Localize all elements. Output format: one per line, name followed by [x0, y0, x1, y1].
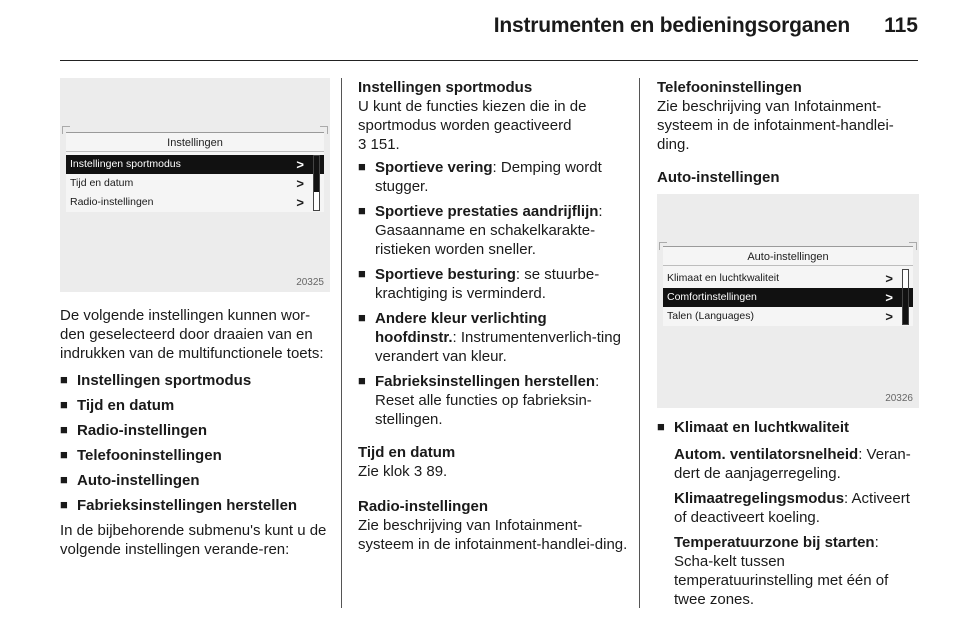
section-heading-sport: Instellingen sportmodus	[358, 79, 533, 96]
column-2	[358, 78, 628, 562]
page-title: Instrumenten en bedieningsorganen	[493, 14, 850, 37]
list-item: ■ Sportieve prestaties aandrijflijn: Gasaanname en schakelkarakte-ristieken worden sneller.	[358, 202, 628, 259]
scrollbar-thumb	[903, 288, 908, 324]
column-divider-1	[341, 78, 342, 608]
chevron-right-icon: >	[296, 176, 304, 191]
menu-item-label: Tijd en datum	[70, 177, 134, 189]
figure-settings-screen	[60, 78, 330, 292]
display-screen	[663, 246, 913, 326]
menu-item-languages	[663, 307, 913, 326]
column-divider-2	[639, 78, 640, 608]
menu-item-time-date	[66, 174, 324, 193]
screen-title: Auto-instellingen	[663, 247, 913, 266]
list-item: ■ Klimaat en luchtkwaliteit	[657, 418, 919, 437]
menu-item-label: Klimaat en luchtkwaliteit	[667, 272, 780, 284]
radio-description: Zie beschrijving van Infotainment-systeem in de infotainment-handlei-ding.	[358, 517, 628, 553]
chevron-right-icon: >	[885, 271, 893, 286]
menu-item-label: Instellingen sportmodus	[70, 158, 181, 170]
header-divider	[60, 60, 918, 61]
menu-item-sport-settings	[66, 155, 324, 174]
sport-description: U kunt de functies kiezen die in de sportmodus worden geactiveerd	[358, 98, 587, 134]
list-item: ■ Auto-instellingen	[60, 471, 332, 490]
list-item: ■ Fabrieksinstellingen herstellen	[60, 496, 332, 515]
menu-item-label: Comfortinstellingen	[667, 291, 757, 303]
menu-item-label: Radio-instellingen	[70, 196, 154, 208]
sub-item: Temperatuurzone bij starten: Scha-kelt tussen temperatuurinstelling met één of twee zones.	[674, 534, 889, 608]
screen-title: Instellingen	[66, 133, 324, 152]
display-screen	[66, 132, 324, 212]
figure-number: 20325	[296, 277, 324, 288]
chevron-right-icon: >	[296, 195, 304, 210]
section-heading-time: Tijd en datum	[358, 444, 456, 461]
section-heading-auto: Auto-instellingen	[657, 169, 780, 186]
chevron-right-icon: >	[296, 157, 304, 172]
list-item: ■ Tijd en datum	[60, 396, 332, 415]
list-item: ■ Fabrieksinstellingen herstellen: Reset alle functies op fabrieksin-stellingen.	[358, 372, 628, 429]
list-item: ■ Telefooninstellingen	[60, 446, 332, 465]
menu-item-radio-settings	[66, 193, 324, 212]
menu-item-label: Talen (Languages)	[667, 310, 754, 322]
intro-paragraph: De volgende instellingen kunnen wor-den geselecteerd door draaien van en indrukken van de multifunctionele toets:	[60, 307, 324, 362]
sub-item: Klimaatregelingsmodus: Activeert of deactiveert koeling.	[674, 490, 910, 526]
menu-item-climate	[663, 269, 913, 288]
sub-item: Autom. ventilatorsnelheid: Veran-dert de aanjagerregeling.	[674, 446, 911, 482]
column-3-continued	[657, 418, 919, 615]
list-item: ■ Andere kleur verlichting hoofdinstr.: Instrumentenverlich-ting verandert van kleur.	[358, 309, 628, 366]
scrollbar	[902, 269, 909, 325]
list-item: ■ Sportieve besturing: se stuurbe-krachtiging is verminderd.	[358, 265, 628, 303]
phone-description: Zie beschrijving van Infotainment-systeem in de infotainment-handlei-ding.	[657, 98, 894, 153]
scrollbar	[313, 155, 320, 211]
menu-item-comfort	[663, 288, 913, 307]
page-header	[0, 0, 960, 62]
figure-number: 20326	[885, 393, 913, 404]
column-3	[657, 78, 919, 187]
figure-auto-settings-screen	[657, 194, 919, 408]
page-reference: 3 151.	[358, 136, 400, 153]
scrollbar-thumb	[314, 156, 319, 192]
list-item: ■ Radio-instellingen	[60, 421, 332, 440]
section-heading-phone: Telefooninstellingen	[657, 79, 802, 96]
chevron-right-icon: >	[885, 309, 893, 324]
column-1	[60, 306, 332, 567]
list-item: ■ Sportieve vering: Demping wordt stugger.	[358, 158, 628, 196]
time-description: Zie klok 3 89.	[358, 463, 448, 480]
page-number: 115	[884, 14, 918, 37]
list-item: ■ Instellingen sportmodus	[60, 371, 332, 390]
section-heading-radio: Radio-instellingen	[358, 498, 489, 515]
chevron-right-icon: >	[885, 290, 893, 305]
outro-paragraph: In de bijbehorende submenu's kunt u de volgende instellingen verande-ren:	[60, 522, 327, 558]
